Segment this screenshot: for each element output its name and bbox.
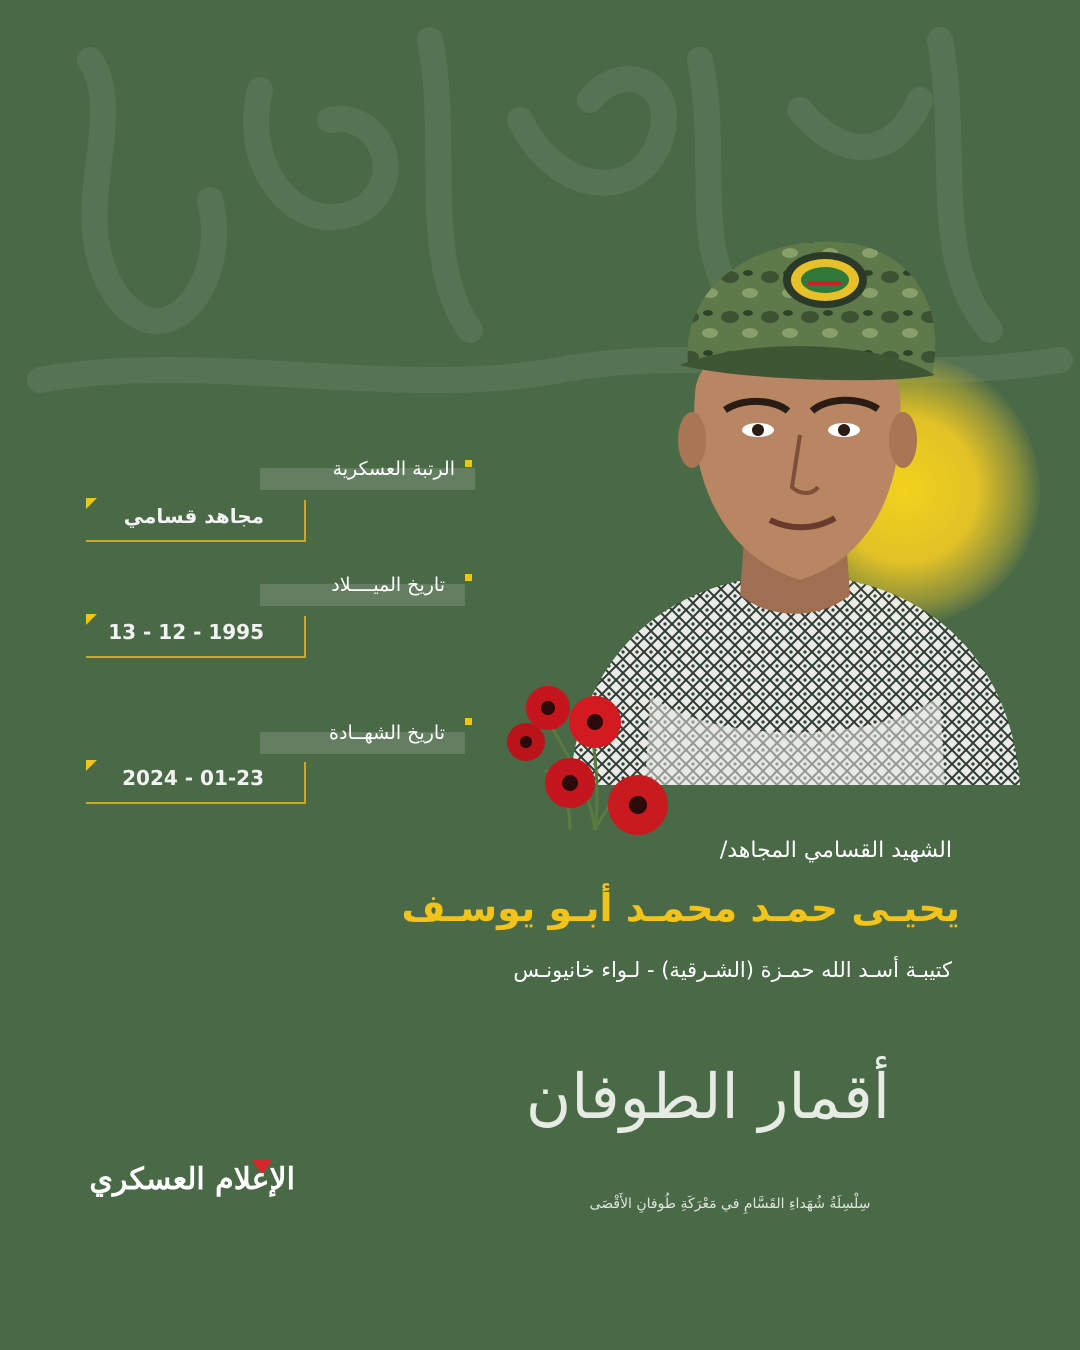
martyr-name: يحيـى حمـد محمـد أبـو يوسـف: [401, 886, 960, 930]
martyrdom-value: 2024 - 01-23: [122, 766, 264, 790]
martyrdom-dot-icon: [465, 718, 472, 725]
series-subtitle: سِلْسِلَةُ شُهَداءِ القَسَّامِ في مَعْرَكَةِ طُوفانِ الأَقْصَى: [589, 1196, 871, 1212]
birth-value: 13 - 12 - 1995: [108, 620, 264, 644]
rank-label-box: [260, 458, 475, 490]
martyr-unit: كتيبـة أسـد الله حمـزة (الشـرقية) - لـواء خانيونـس: [513, 958, 952, 982]
series-title: أقمار الطوفان: [525, 1060, 890, 1133]
birth-dot-icon: [465, 574, 472, 581]
poppy-flowers-icon: [500, 680, 690, 840]
rank-value: مجاهد قسامي: [123, 504, 264, 528]
birth-label-box: [260, 574, 465, 606]
value-corner-triangle-icon: [86, 760, 97, 771]
rank-dot-icon: [465, 460, 472, 467]
logo-text: الإعلام العسكري: [89, 1162, 295, 1197]
birth-label: تاريخ الميــــلاد: [331, 574, 445, 596]
martyrdom-label: تاريخ الشهــادة: [329, 722, 445, 744]
martyr-pre-title: الشهيد القسامي المجاهد/: [719, 838, 952, 863]
military-media-logo: [80, 1158, 295, 1220]
value-corner-triangle-icon: [86, 498, 97, 509]
rank-value-box: [86, 500, 306, 542]
martyrdom-value-box: [86, 762, 306, 804]
rank-label: الرتبة العسكرية: [332, 458, 455, 480]
value-corner-triangle-icon: [86, 614, 97, 625]
martyrdom-label-box: [260, 722, 465, 754]
birth-value-box: [86, 616, 306, 658]
